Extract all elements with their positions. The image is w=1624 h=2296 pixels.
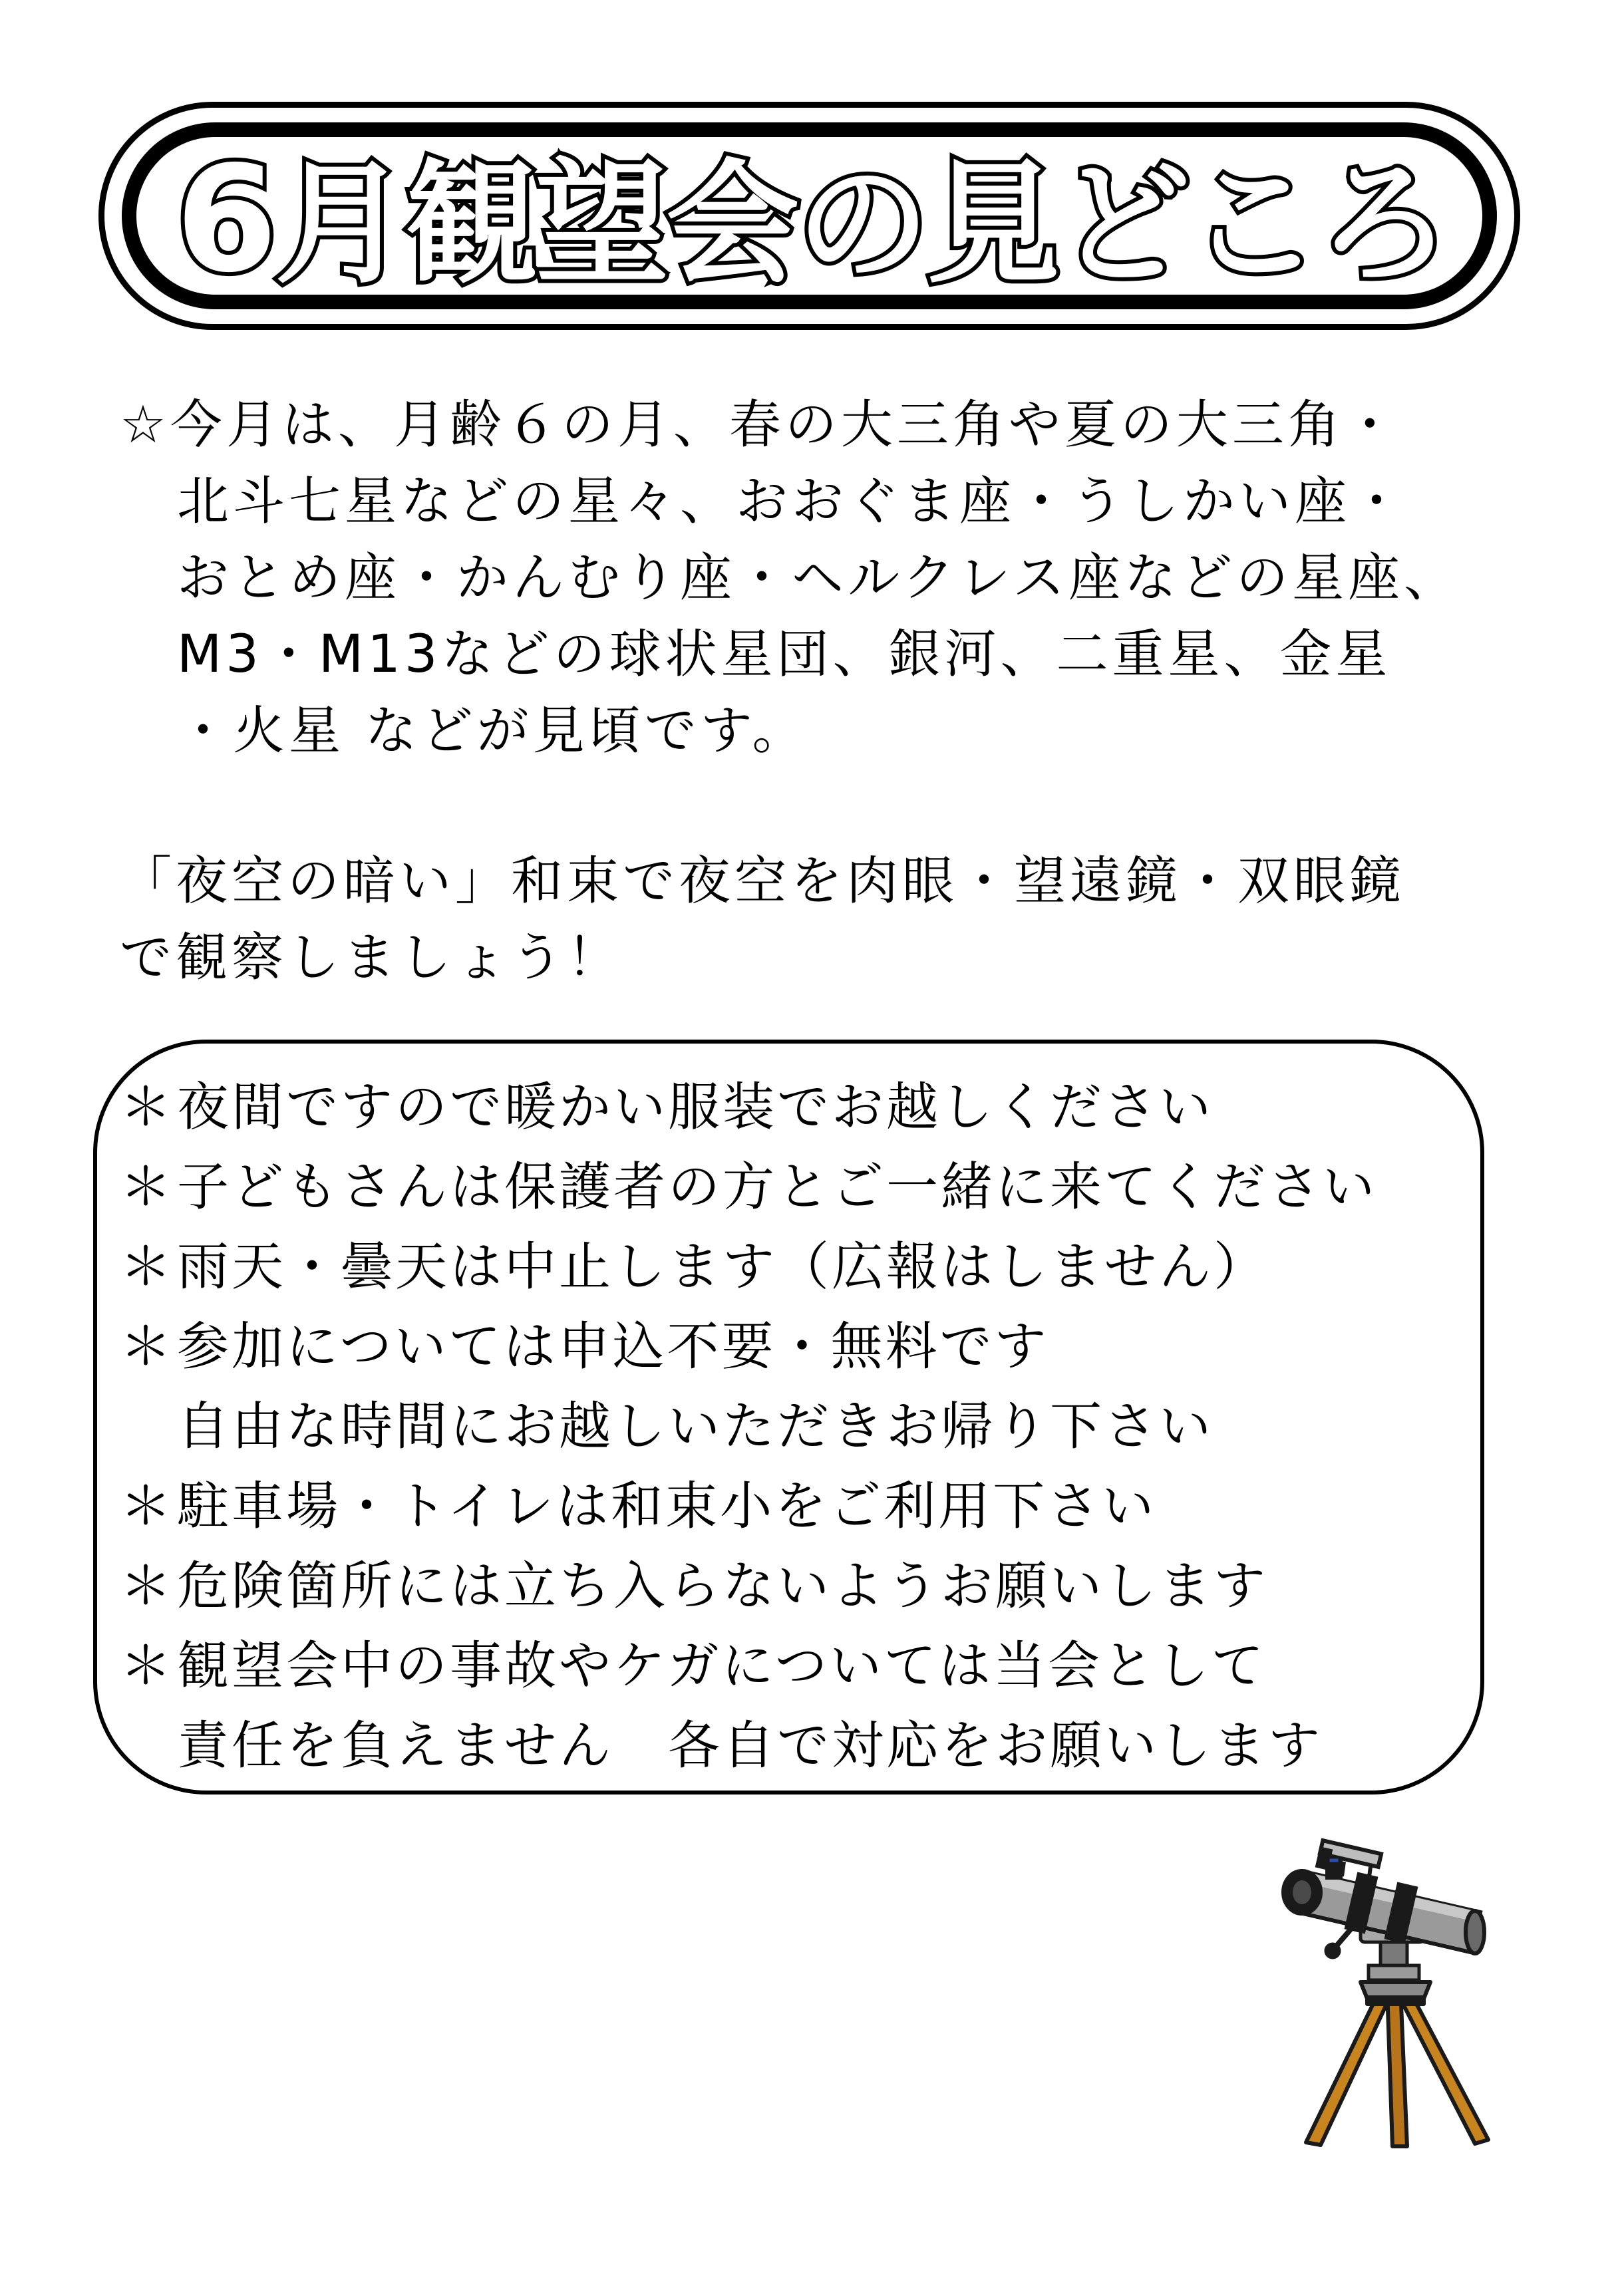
- intro-line-5: ・火星 などが見頃です。: [177, 701, 808, 761]
- notice-continuation: 責任を負えません 各自で対応をお願いします: [177, 1716, 1323, 1776]
- notice-item: [120, 1147, 1504, 1227]
- invite-line-2: で観察しましょう！: [120, 928, 623, 988]
- notice-list: [120, 1068, 1504, 1786]
- notice-text: 夜間ですので暖かい服装でお越しください: [177, 1077, 1214, 1137]
- notice-item: [120, 1068, 1504, 1147]
- notice-item: [120, 1546, 1504, 1626]
- intro-line-3: おとめ座・かんむり座・ヘルクレス座などの星座、: [177, 548, 1460, 608]
- invite-line-1: 「夜空の暗い」和束で夜空を肉眼・望遠鏡・双眼鏡: [120, 851, 1406, 911]
- notice-item: [120, 1227, 1504, 1307]
- notice-item: [120, 1307, 1504, 1387]
- intro-paragraph: [120, 387, 1524, 770]
- notice-marker: ＊: [120, 1317, 175, 1377]
- intro-line-4: M3・M13などの球状星団、銀河、二重星、金星: [177, 625, 1392, 684]
- notice-marker: ＊: [120, 1556, 175, 1616]
- notice-text: 雨天・曇天は中止します（広報はしません）: [177, 1237, 1269, 1297]
- notice-text: 危険箇所には立ち入らないようお願いします: [177, 1556, 1269, 1616]
- telescope-icon: [1281, 1832, 1507, 2152]
- notice-marker: ＊: [120, 1636, 175, 1696]
- notice-marker: ＊: [120, 1157, 175, 1217]
- notice-marker: ＊: [120, 1077, 175, 1137]
- page-title: [0, 136, 1624, 308]
- notice-marker: ＊: [120, 1237, 175, 1297]
- notice-text: 駐車場・トイレは和束小をご利用下さい: [177, 1477, 1157, 1536]
- title-main-text: 月観望会の見どころ: [275, 147, 1449, 302]
- notice-text: 子どもさんは保護者の方とご一緒に来てください: [177, 1157, 1378, 1217]
- notice-marker: ＊: [120, 1477, 175, 1536]
- notice-item: [120, 1467, 1504, 1546]
- tripod-icon: [1306, 1982, 1488, 2146]
- notice-item: [120, 1626, 1504, 1706]
- notice-continuation: 自由な時間にお越しいただきお帰り下さい: [177, 1397, 1214, 1457]
- invite-paragraph: [120, 843, 1524, 996]
- notice-text: 参加については申込不要・無料です: [177, 1317, 1049, 1377]
- intro-line-2: 北斗七星などの星々、おおぐま座・うしかい座・: [177, 472, 1407, 531]
- notice-text: 観望会中の事故やケガについては当会として: [177, 1636, 1266, 1696]
- title-month-digit: 6: [175, 134, 275, 305]
- intro-line-1: ☆今月は、月齢６の月、春の大三角や夏の大三角・: [120, 395, 1400, 455]
